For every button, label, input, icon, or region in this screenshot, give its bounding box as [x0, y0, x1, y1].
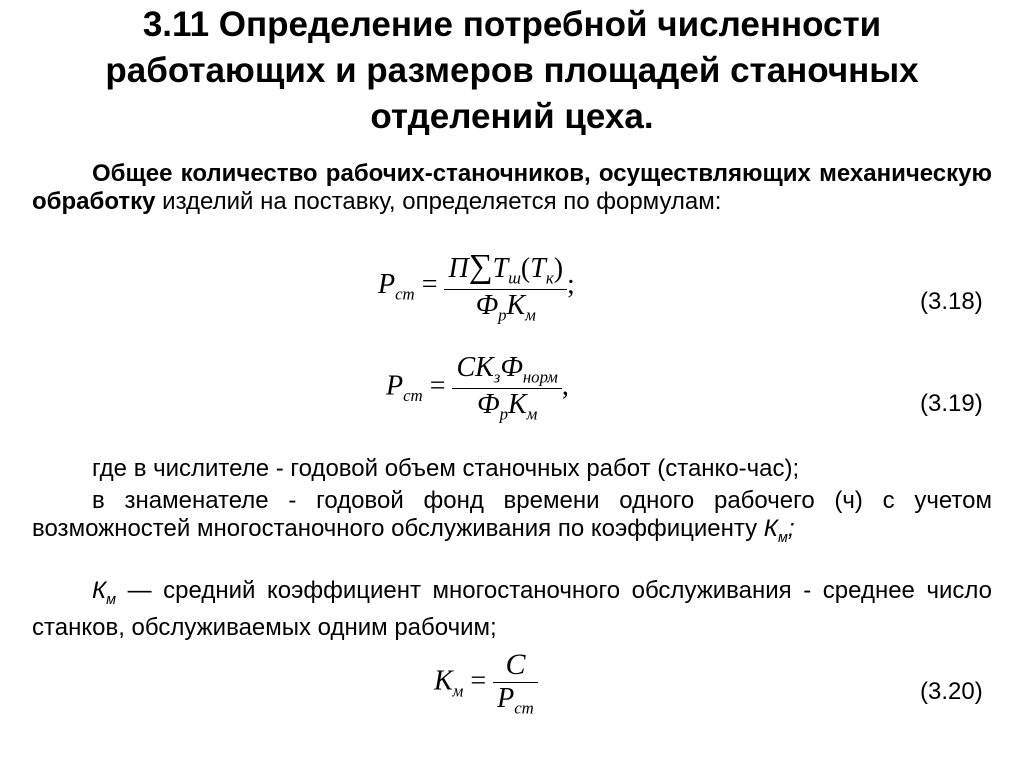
symbol-f-sub: норм — [522, 367, 558, 387]
symbol-k-sub: м — [525, 305, 536, 325]
equals-sign: = — [429, 370, 446, 402]
km-def-text: — средний коэффициент многостаночного обслуживания - среднее число станков, обслуживаемых одним рабочим; — [32, 577, 992, 641]
fraction-numerator — [452, 352, 561, 388]
km-definition — [32, 577, 992, 642]
equation-number-3-19: (3.19) — [920, 390, 983, 417]
symbol-f-sub: р — [498, 305, 507, 325]
symbol-f: Ф — [475, 289, 499, 321]
formula-lhs-sub: ст — [395, 284, 415, 304]
title-line-3: отделений цеха. — [370, 97, 654, 136]
symbol-p: П — [448, 253, 469, 284]
km-symbol — [763, 515, 795, 546]
fraction — [452, 352, 561, 424]
formula-lhs-sub: ст — [403, 386, 423, 406]
km-symbol-tail: ; — [787, 515, 795, 542]
title-line-2: работающих и размеров площадей станочных — [105, 51, 919, 90]
slide-title — [20, 2, 1004, 140]
intro-bold-text: Общее количество рабочих-станочников, осуществляющих механическую обработку — [32, 160, 992, 215]
where-line-2 — [32, 487, 992, 552]
fraction-denominator — [493, 683, 538, 719]
symbol-f-sub: р — [499, 404, 508, 424]
symbol-t-sub: ш — [508, 268, 521, 288]
intro-normal-text: изделий на поставку, определяется по формулам: — [155, 188, 722, 215]
km-symbol-k: К — [763, 515, 778, 542]
title-line-1: 3.11 Определение потребной численности — [142, 5, 882, 44]
formula-lhs: P — [386, 370, 404, 402]
symbol-t2: T — [530, 253, 546, 284]
symbol-t2-sub: к — [545, 268, 554, 288]
formula-lhs: К — [434, 665, 453, 697]
equals-sign: = — [421, 269, 438, 301]
formula-lhs-sub: м — [452, 681, 464, 701]
where-line-1: где в числителе - годовой объем станочных работ (станко-час); — [92, 455, 800, 482]
symbol-k: К — [475, 352, 494, 383]
km-def-symbol-sub: м — [106, 591, 117, 608]
km-symbol-sub: м — [777, 529, 788, 546]
formula-3-19 — [386, 352, 569, 424]
symbol-k-sub: м — [526, 404, 538, 424]
equation-number-3-18: (3.18) — [920, 288, 983, 315]
where-line-2-text: в знаменателе - годовой фонд времени одного рабочего (ч) с учетом возможностей многостаночного обслуживания по коэффициенту — [32, 487, 992, 542]
symbol-p-sub: ст — [514, 698, 534, 718]
symbol-f: Ф — [477, 388, 500, 420]
km-def-symbol-k: К — [92, 577, 107, 604]
formula-3-20 — [434, 648, 538, 719]
intro-paragraph — [32, 160, 992, 216]
paren-open: ( — [520, 253, 531, 284]
km-def-symbol — [92, 577, 117, 608]
formula-tail: ; — [567, 269, 575, 301]
symbol-t: T — [492, 253, 509, 284]
symbol-p: P — [497, 683, 515, 714]
equals-sign: = — [470, 665, 487, 697]
symbol-c: С — [456, 352, 476, 383]
paren-close: ) — [553, 253, 564, 284]
equation-number-3-20: (3.20) — [920, 678, 983, 705]
symbol-f: Ф — [500, 352, 523, 383]
fraction — [444, 248, 567, 325]
fraction-numerator: С — [505, 648, 526, 681]
fraction-numerator — [444, 248, 567, 289]
symbol-k-sub: з — [493, 367, 501, 387]
fraction-denominator — [452, 389, 561, 425]
formula-lhs: P — [378, 269, 396, 301]
sum-symbol: ∑ — [468, 248, 493, 285]
symbol-k: К — [507, 388, 527, 420]
formula-3-18 — [378, 248, 575, 325]
fraction-denominator — [444, 290, 567, 326]
fraction — [493, 648, 538, 719]
formula-tail: , — [561, 370, 569, 402]
symbol-k: К — [506, 289, 526, 321]
